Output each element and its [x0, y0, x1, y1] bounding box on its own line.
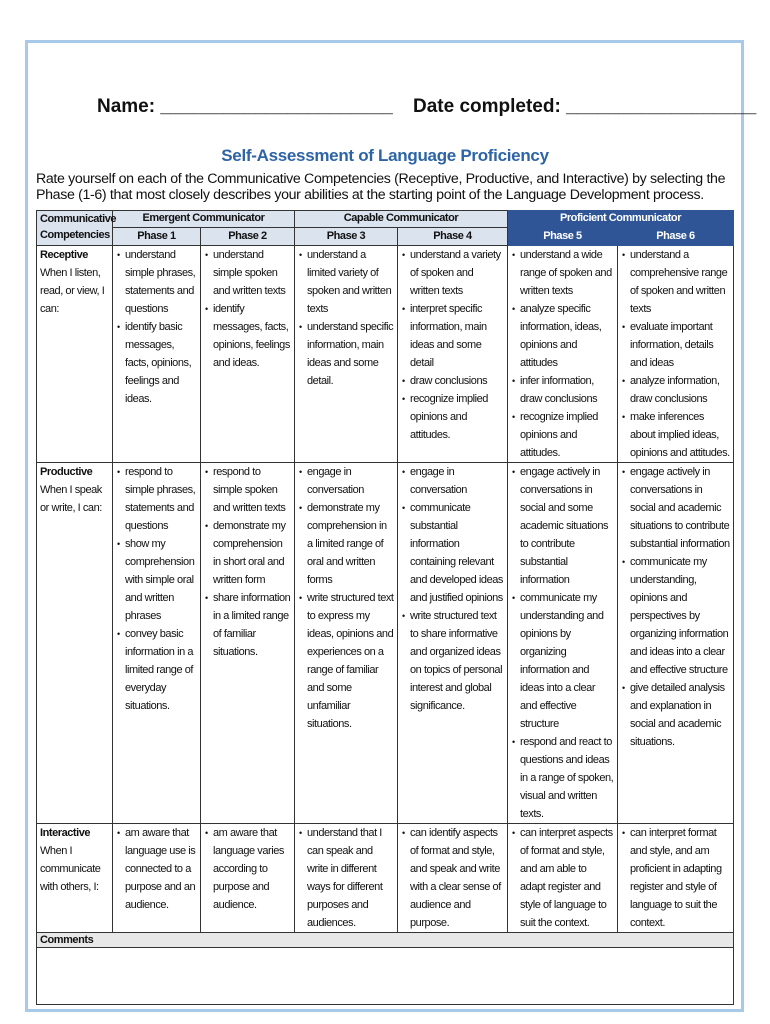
page-title: Self-Assessment of Language Proficiency — [221, 146, 549, 165]
row-label: Productive When I speak or write, I can: — [37, 463, 113, 824]
rubric-cell[interactable]: • respond to simple phrases, statements and questions • show my comprehension with simple oral and written phrases • convey basic information in a limited range of everyday situations. — [113, 463, 201, 824]
row-label: Interactive When I communicate with others, I: — [37, 824, 113, 933]
rubric-cell[interactable]: • am aware that language varies according to purpose and audience. — [201, 824, 295, 933]
rubric-cell[interactable]: • understand that I can speak and write in different ways for different purposes and audiences. — [295, 824, 398, 933]
rubric-cell[interactable]: • understand a comprehensive range of spoken and written texts • evaluate important information, details and ideas • analyze information, draw conclusions • make inferences about implied ideas, opinions and attitudes. — [618, 246, 734, 463]
rubric-cell[interactable]: • understand simple phrases, statements and questions • identify basic messages, facts, opinions, feelings and ideas. — [113, 246, 201, 463]
phase-header[interactable]: Phase 2 — [201, 228, 295, 246]
rubric-cell[interactable]: • engage actively in conversations in social and some academic situations to contribute substantial information • communicate my understanding and opinions by organizing information and ideas into a clear and effective structure • respond and react to questions and ideas in a range of spoken, visual and written texts. — [508, 463, 618, 824]
phase-header[interactable]: Phase 5 — [508, 228, 618, 246]
rubric-cell[interactable]: • respond to simple spoken and written texts • demonstrate my comprehension in short oral and written form • share information in a limited range of familiar situations. — [201, 463, 295, 824]
competencies-header: Communicative Competencies — [37, 211, 113, 246]
rubric-cell[interactable]: • understand a variety of spoken and written texts • interpret specific information, main ideas and some detail • draw conclusions • recognize implied opinions and attitudes. — [398, 246, 508, 463]
rubric-cell[interactable]: • understand a wide range of spoken and written texts • analyze specific information, ideas, opinions and attitudes • infer information, draw conclusions • recognize implied opinions and attitudes. — [508, 246, 618, 463]
date-completed-field[interactable]: Date completed: __________________ — [413, 96, 757, 117]
instructions: Rate yourself on each of the Communicative Competencies (Receptive, Productive, and Interactive) by selecting the Phase (1-6) that most closely describes your abilities at the starting point of the Language Development process. — [36, 171, 726, 203]
rubric-cell[interactable]: • engage in conversation • demonstrate my comprehension in a limited range of oral and written forms • write structured text to express my ideas, opinions and experiences on a range of familiar and some unfamiliar situations. — [295, 463, 398, 824]
phase-header[interactable]: Phase 4 — [398, 228, 508, 246]
rubric-cell[interactable]: • engage actively in conversations in social and academic situations to contribute substantial information • communicate my understanding, opinions and perspectives by organizing information and ideas into a clear and effective structure • give detailed analysis and explanation in social and academic situations. — [618, 463, 734, 824]
rubric-cell[interactable]: • can interpret format and style, and am proficient in adapting register and style of language to suit the context. — [618, 824, 734, 933]
row-label: Receptive When I listen, read, or view, I can: — [37, 246, 113, 463]
header-row — [0, 96, 770, 126]
row-interactive — [37, 824, 734, 933]
group-proficient: Proficient Communicator — [508, 211, 734, 228]
comments-box[interactable] — [37, 948, 734, 1005]
phase-header[interactable]: Phase 6 — [618, 228, 734, 246]
rubric-cell[interactable]: • understand simple spoken and written texts • identify messages, facts, opinions, feelings and ideas. — [201, 246, 295, 463]
rubric-cell[interactable]: • am aware that language use is connected to a purpose and an audience. — [113, 824, 201, 933]
row-productive — [37, 463, 734, 824]
rubric-cell[interactable]: • can identify aspects of format and style, and speak and write with a clear sense of audience and purpose. — [398, 824, 508, 933]
phase-header[interactable]: Phase 1 — [113, 228, 201, 246]
rubric-cell[interactable]: • engage in conversation • communicate substantial information containing relevant and developed ideas and justified opinions • write structured text to share informative and organized ideas on topics of personal interest and global significance. — [398, 463, 508, 824]
rubric-cell[interactable]: • can interpret aspects of format and style, and am able to adapt register and style of language to suit the context. — [508, 824, 618, 933]
row-receptive — [37, 246, 734, 463]
phase-header[interactable]: Phase 3 — [295, 228, 398, 246]
group-emergent: Emergent Communicator — [113, 211, 295, 228]
name-field[interactable]: Name: ______________________ — [97, 96, 393, 117]
rubric-cell[interactable]: • understand a limited variety of spoken and written texts • understand specific information, main ideas and some detail. — [295, 246, 398, 463]
comments-label: Comments — [37, 933, 734, 948]
proficiency-rubric — [36, 210, 734, 1005]
group-capable: Capable Communicator — [295, 211, 508, 228]
